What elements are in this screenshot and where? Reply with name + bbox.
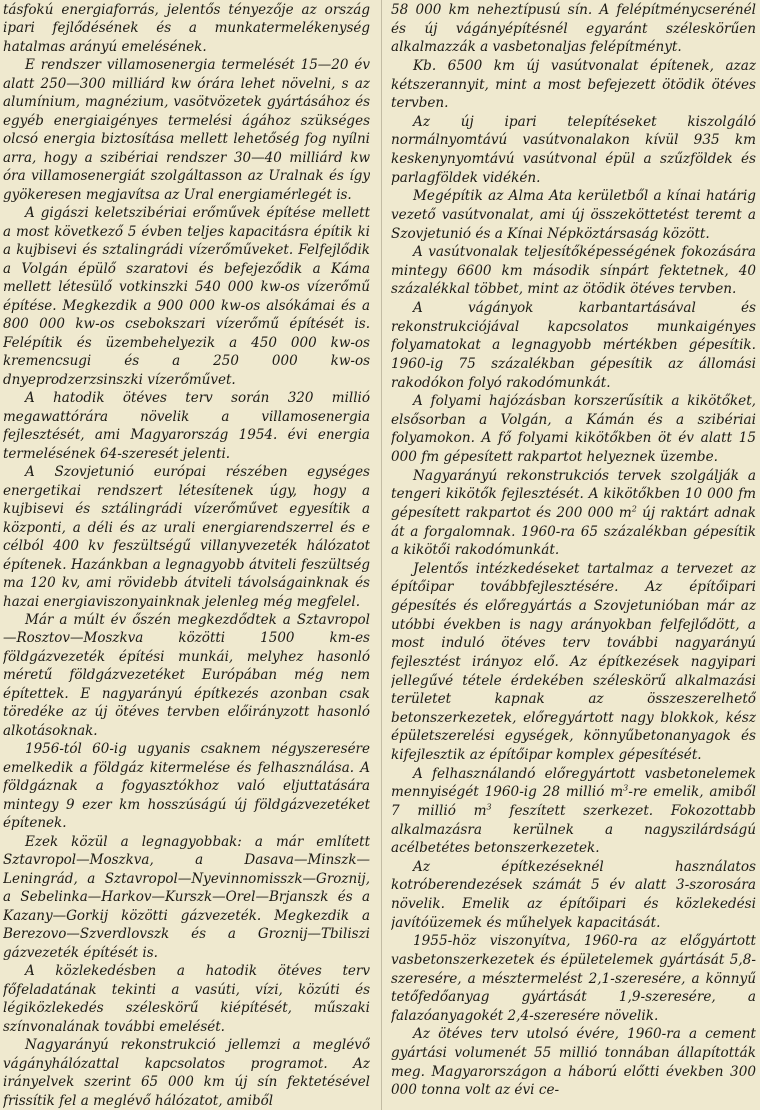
paragraph: A felhasználandó előregyártott vasbetonelemek mennyiségét 1960-ig 28 millió $m^3-re$ emelik, amiből 7 millió $m^3$ feszített szerkezet. Fokozottabb alkalmazásra kerülnek a nagyszilárdságú acélbetétes betonszerkezetek. bbox=[391, 765, 756, 857]
paragraph: A vasútvonalak teljesítőképességének fokozására mintegy 6600 km második sínpárt fektetnek, 40 százalékkal többet, mint az ötödik ötéves tervben. bbox=[391, 244, 756, 298]
paragraph: A gigászi keletszibériai erőművek építése mellett a most következő 5 évben teljes kapacitásra építik ki a kujbisevi és sztalingrádi vízerőműveket. Felfejlődik a Volgán épülő szaratovi és befejeződik a Káma mellett létesülő votkinszki 540 000 kw-os vízerőmű építése. Megkezdik a 900 000 kw-os alsókámai és a 800 000 kw-os csebokszari vízerőmű építését is. Felépítik és üzembehelyezik a 450 000 kw-os kremencsugi és a 250 000 kw-os dnyeprodzerzsinszki vízerőművet. bbox=[3, 205, 370, 388]
paragraph: A vágányok karbantartásával és rekonstrukciójával kapcsolatos munkaigényes folyamatokat a legnagyobb mértékben gépesítik. 1960-ig 75 százalékban gépesítik az állomási rakodókon folyó rakodómunkát. bbox=[391, 300, 756, 391]
paragraph: Ezek közül a legnagyobbak: a már említett Sztavropol—Moszkva, a Dasava—Minszk—Leningrád, a Sztavropol—Nyevinnomisszk—Groznij, a Sebelinka—Harkov—Kurszk—Orel—Brjanszk és a Kazany—Gorkij közötti gázvezeték. Megkezdik a Berezovo—Szverdlovszk és a Groznij—Tbiliszi gázvezeték építését is. bbox=[3, 833, 370, 961]
paragraph: Jelentős intézkedéseket tartalmaz a tervezet az építőipar továbbfejlesztésére. Az építőipari gépesítés és előregyártás a Szovjetunióban már az utóbbi években is nagy arányokban felfejlődött, a most induló ötéves terv további nagyarányú fejlesztést irányoz elő. Az építkezések nagyipari jellegűvé tétele érdekében széleskörű alkalmazási területet kapnak az összeszerelhető betonszerkezetek, előregyártott nagy blokkok, kész épületszerelési egységek, könnyűbetonanyagok és kifejlesztik az építőipar komplex gépesítését. bbox=[391, 560, 756, 763]
paragraph: Nagyarányú rekonstrukció jellemzi a meglévő vágányhálózattal kapcsolatos programot. Az irányelvek szerint 65 000 km új sín fektetésével frissítik fel a meglévő hálózatot, amiből bbox=[3, 1037, 370, 1109]
paragraph: Az ötéves terv utolsó évére, 1960-ra a cement gyártási volumenét 55 millió tonnában állapították meg. Magyarországon a háború előtti években 300 000 tonna volt az évi ce- bbox=[391, 1026, 756, 1099]
paragraph: A hatodik ötéves terv során 320 millió megawattórára növelik a villamosenergia fejlesztését, ami Magyarország 1954. évi energia termelésének 64-szeresét jelenti. bbox=[3, 390, 370, 462]
paragraph: A Szovjetunió európai részében egységes energetikai rendszert létesítenek úgy, hogy a kujbisevi és sztálingrádi vízerőművet egyesítik a központi, a déli és az urali energiarendszerrel és e célból 400 kv feszültségű villanyvezeték hálózatot építenek. Hazánkban a legnagyobb átviteli feszültség ma 120 kv, ami rövidebb átviteli távolságainknak és hazai energiaviszonyainknak jelenleg még megfelel. bbox=[3, 464, 370, 610]
paragraph: A közlekedésben a hatodik ötéves terv főfeladatának tekinti a vasúti, vízi, közúti és légiközlekedés széleskörű kiépítését, műszaki színvonalának további emelését. bbox=[3, 963, 370, 1035]
paragraph: Megépítik az Alma Ata kerületből a kínai határig vezető vasútvonalat, ami új összeköttetést teremt a Szovjetunió és a Kínai Népköztársaság között. bbox=[391, 188, 756, 242]
paragraph: Nagyarányú rekonstrukciós tervek szolgálják a tengeri kikötők fejlesztését. A kikötőkben 10 000 fm gépesített rakpartot és 200 000 $m^2$ új raktárt adnak át a forgalomnak. 1960-ra 65 százalékban gépesítik a kikötői rakodómunkát. bbox=[391, 467, 756, 559]
paragraph: A folyami hajózásban korszerűsítik a kikötőket, elsősorban a Volgán, a Kámán és a szibériai folyamokon. A fő folyami kikötőkben öt év alatt 15 000 fm gépesített rakpartot helyeznek üzembe. bbox=[391, 393, 756, 465]
paragraph: tásfokú energiaforrás, jelentős tényezője az ország ipari fejlődésének és a munkatermelékenység hatalmas arányú emelésének. bbox=[3, 2, 370, 55]
paragraph: 58 000 km neheztípusú sín. A felépítménycserénél és új vágányépítésnél egyaránt széleskörűen alkalmazzák a vasbetonaljas felépítményt. bbox=[391, 2, 756, 56]
left-column bbox=[3, 1, 370, 1109]
paragraph: Az építkezéseknél használatos kotróberendezések számát 5 év alatt 3-szorosára növelik. Emelik az építőipari és közlekedési javítóüzemek és műhelyek kapacitását. bbox=[391, 858, 756, 931]
column-divider bbox=[381, 0, 382, 1110]
paragraph: E rendszer villamosenergia termelését 15—20 év alatt 250—300 milliárd kw órára lehet növelni, s az alumínium, magnézium, vasötvözetek gyártásához és egyéb energiaigényes termelési ágához szükséges olcsó energia biztosítása mellett lehetőség fog nyílni arra, hogy a szibériai rendszer 30—40 milliárd kw óra villamosenergiát szolgáltasson az Uralnak és így gyökeresen megjavítsa az Ural energiamérlegét is. bbox=[3, 57, 370, 203]
right-column bbox=[391, 1, 756, 1109]
paragraph: Kb. 6500 km új vasútvonalat építenek, azaz kétszerannyit, mint a most befejezett ötödik ötéves tervben. bbox=[391, 57, 756, 112]
paragraph: 1955-höz viszonyítva, 1960-ra az előgyártott vasbetonszerkezetek és épületelemek gyártását 5,8-szeresére, a mésztermelést 2,1-szeresére, a könnyű tetőfedőanyag gyártását 1,9-szeresére, a falazóanyagokét 2,4-szeresére növelik. bbox=[391, 933, 756, 1024]
paragraph: 1956-tól 60-ig ugyanis csaknem négyszeresére emelkedik a földgáz kitermelése és felhasználása. A földgáznak a fogyasztókhoz való eljuttatására mintegy 9 ezer km hosszúságú új földgázvezetéket építenek. bbox=[3, 741, 370, 832]
paragraph: Az új ipari telepítéseket kiszolgáló normálnyomtávú vasútvonalakon kívül 935 km keskenynyomtávú vasútvonal épül a szűzföldek és parlagföldek vidékén. bbox=[391, 113, 756, 186]
paragraph: Már a múlt év őszén megkezdődtek a Sztavropol—Rosztov—Moszkva közötti 1500 km-es földgázvezeték építési munkái, melyhez hasonló méretű földgázvezetéket Európában még nem építettek. E nagyarányú építkezés azonban csak töredéke az új ötéves tervben előirányzott hasonló alkotásoknak. bbox=[3, 611, 370, 739]
